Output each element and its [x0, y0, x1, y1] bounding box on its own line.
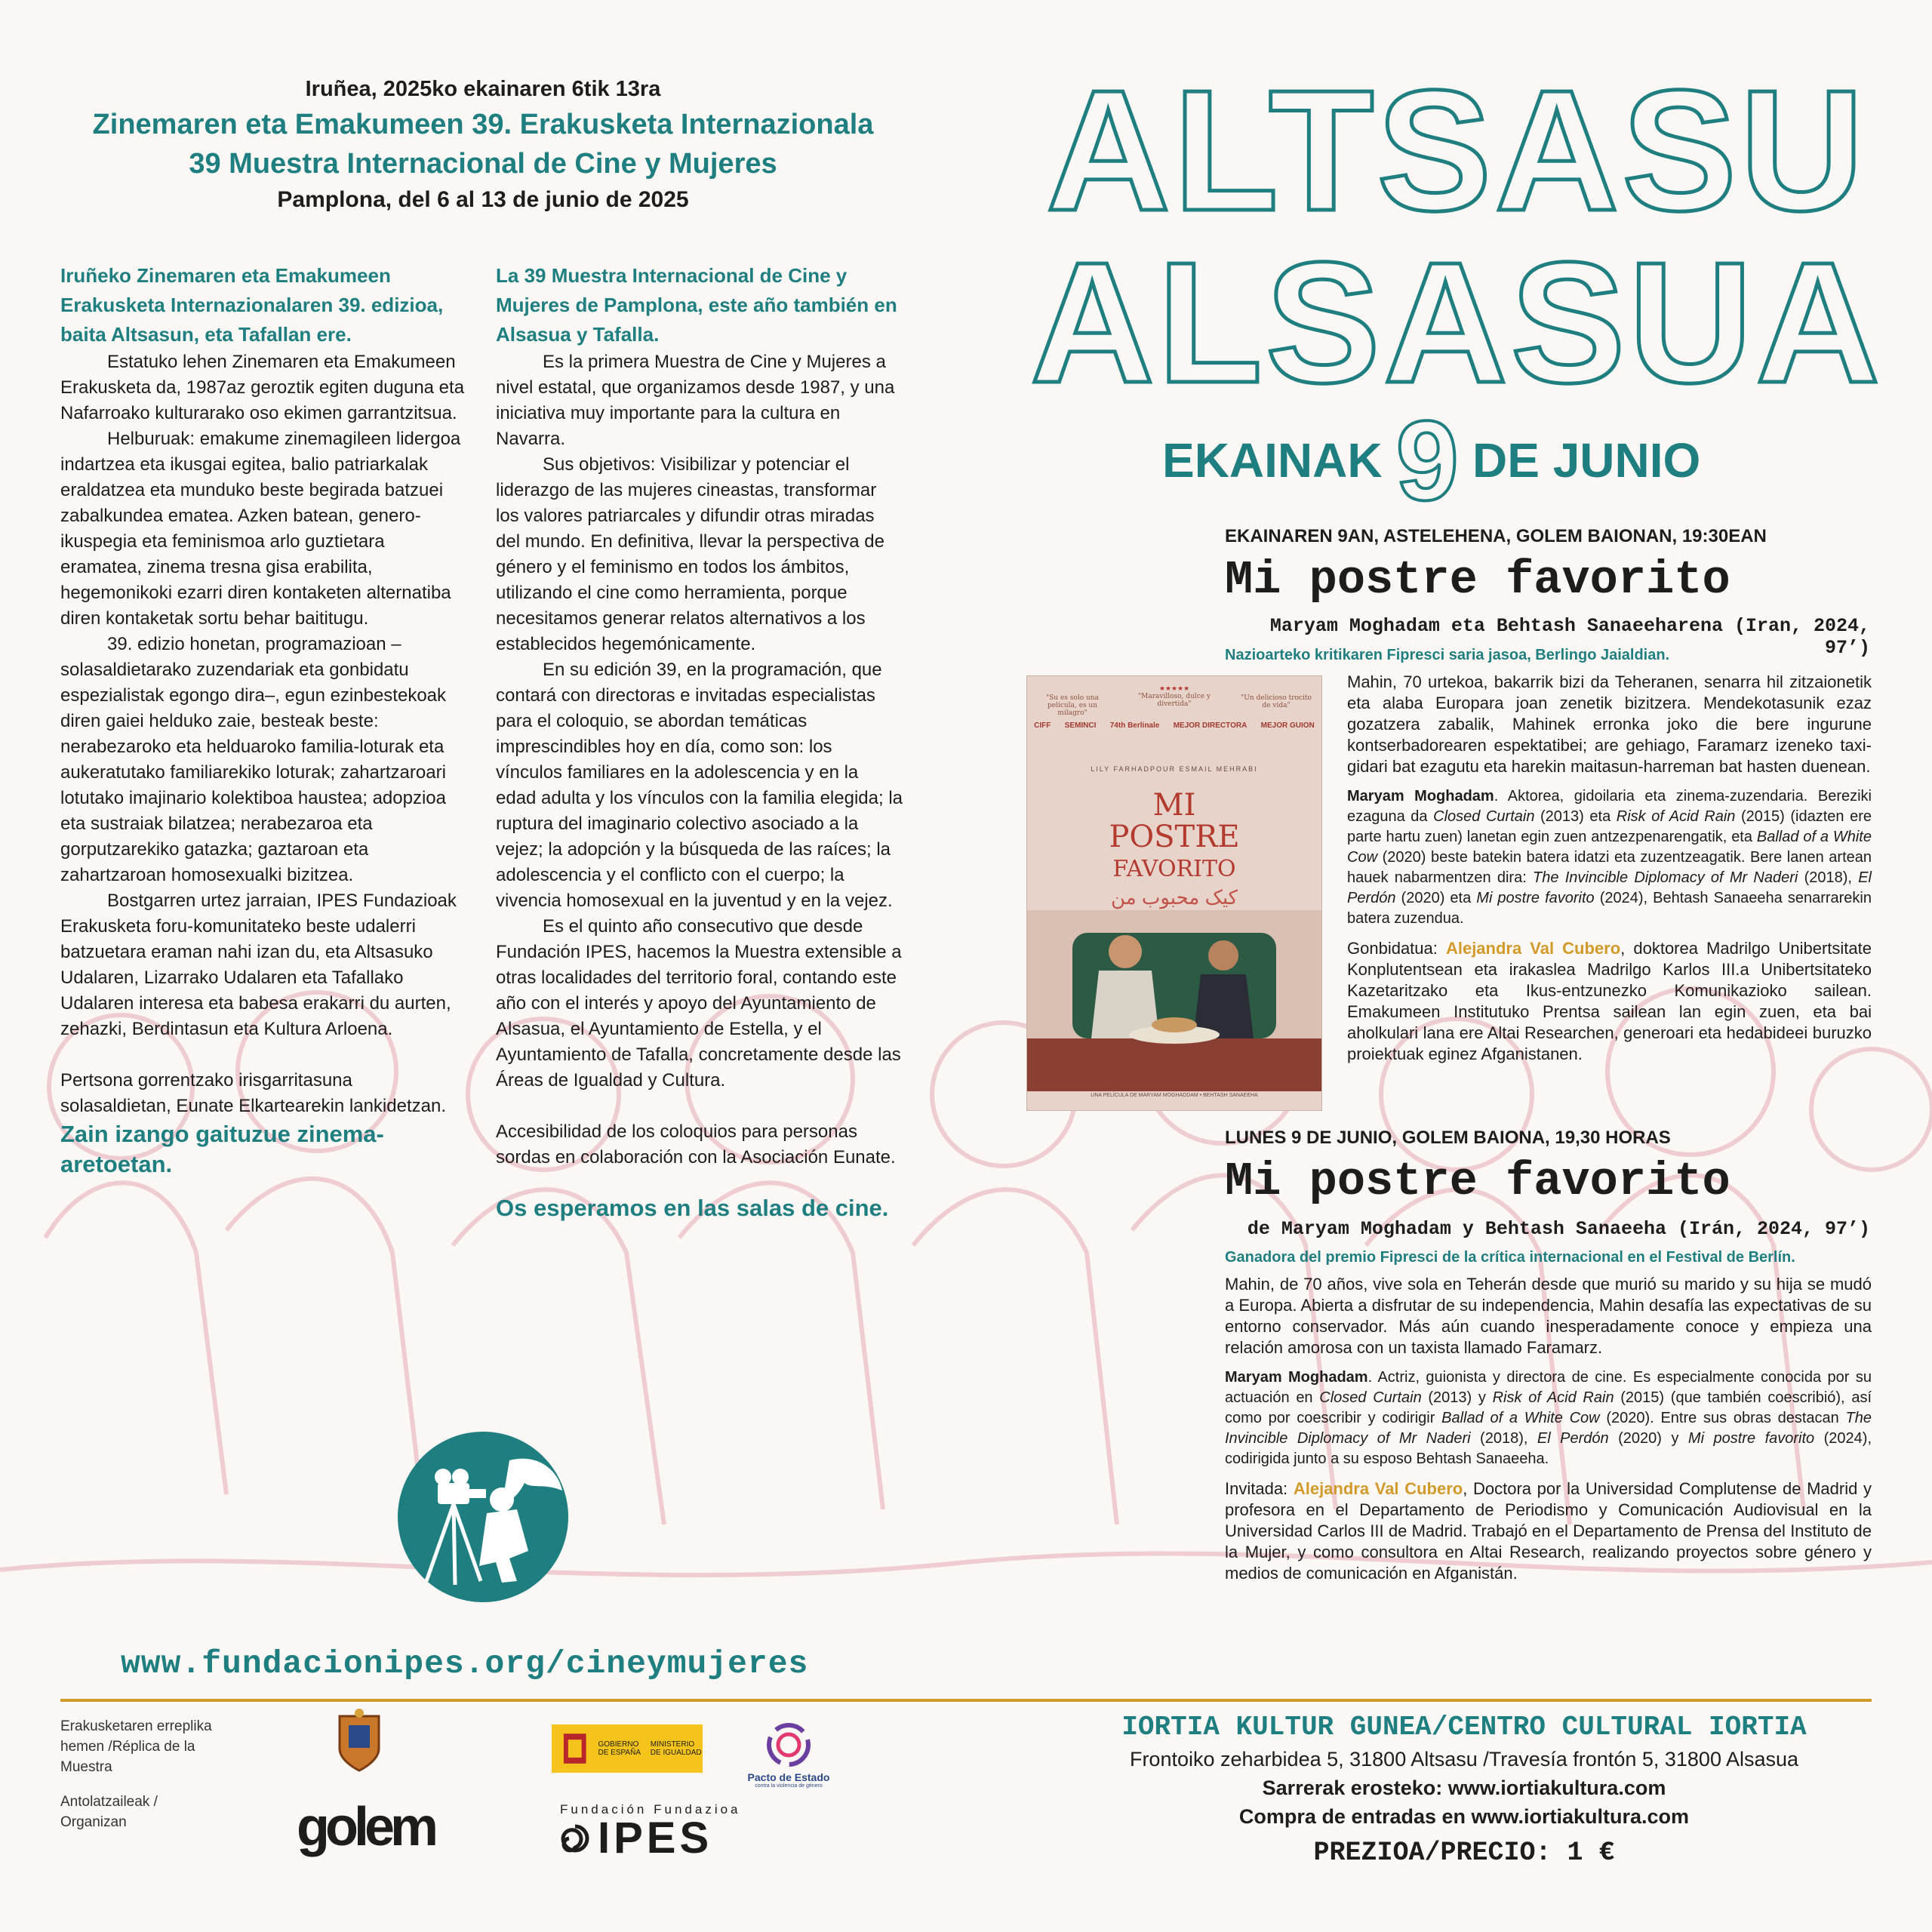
- column-eu-p4: Bostgarren urtez jarraian, IPES Fundazioak Erakusketa foru-komunitateko beste udalerri batzuetara eraman nahi izan du, eta Altsasuko Udalaren, Lizarrako Udalaren eta Tafallako Udalaren interesa eta babesa erakarri du aurten, zehazki, Berdintasun eta Kultura Arloena.: [60, 891, 457, 1039]
- poster-quote-1: "Su es solo una película, es un milagro": [1046, 694, 1099, 717]
- guest-name: Alejandra Val Cubero: [1293, 1479, 1463, 1498]
- poster-title: MI POSTRE: [1109, 788, 1240, 854]
- poster-actors: LILY FARHADPOUR ESMAIL MEHRABI: [1091, 765, 1258, 773]
- spain-shield-icon: [558, 1727, 592, 1770]
- date-banner-es: DE JUNIO: [1472, 433, 1701, 488]
- header-date-es: Pamplona, del 6 al 13 de junio de 2025: [277, 187, 689, 212]
- column-es-p2: Sus objetivos: Visibilizar y potenciar el liderazgo de las mujeres cineastas, transformar los valores patriarcales y difundir otras miradas del mundo. En definitiva, llevar la perspectiva de género y el feminismo en todos los ámbitos, utilizando el cine como herramienta, porque necesitamos generar relatos alternativos a los establecidos hegemónicamente.: [496, 454, 884, 654]
- column-eu: [60, 261, 468, 1180]
- poster-title-arabic: کیک محبوب من: [1110, 886, 1238, 909]
- event-es-body: [1225, 1274, 1872, 1593]
- organizers-label: Antolatzaileak / Organizan: [60, 1794, 158, 1830]
- column-eu-lead: Iruñeko Zinemaren eta Emakumeen Erakusketa Internazionalaren 39. edizioa, baita Altsasun, eta Tafallan ere.: [60, 264, 444, 346]
- poster-title-3: FAVORITO: [1112, 856, 1236, 882]
- event-eu-bio: Maryam Moghadam. Aktorea, gidoilaria eta zinema-zuzendaria. Bereziki ezaguna da Closed Curtain (2013) eta Risk of Acid Rain (2015) (idazten ere parte hartu zuen) lanetan egin zuen antzezpenarengatik, eta Ballad of a White Cow (2020) beste batekin batera idatzi eta zuzentzeagatik. Bere lanen artean hauek nabarmentzen dira: The Invincible Diplomacy of Mr Naderi (2018), El Perdón (2020) eta Mi postre favorito (2024), Behtash Sanaeeha senarrarekin batera zuzendua.: [1347, 788, 1872, 927]
- event-es-directors: de Maryam Moghadam y Behtash Sanaeeha (Irán, 2024, 97’): [1247, 1218, 1870, 1240]
- column-es-access: Accesibilidad de los coloquios para personas sordas en colaboración con la Asociación Eunate.: [496, 1121, 896, 1168]
- film-poster: [1026, 675, 1322, 1111]
- column-eu-p3: 39. edizio honetan, programazioan –solasaldietarako zuzendariak eta gonbidatu espezialistak egongo dira–, egun ezinbestekoak diren gaiei helduko zaie, besteak beste: nerabezaroko eta helduaroko familia-loturak eta aukeratutako familiarekiko loturak; zahartzaroari lotutako imajinario kolektiboa haustea; adopzioa eta sustraiak bilatzea; nerabezaroa eta gorputzarekiko gatazka; gaztaroan eta zahartzaroan homosexualki bizitzea.: [60, 634, 447, 885]
- header-date-eu: Iruñea, 2025ko ekainaren 6tik 13ra: [305, 77, 661, 101]
- event-eu-body: [1347, 672, 1872, 1074]
- tickets-es[interactable]: Compra de entradas en www.iortiakultura.com: [1238, 1805, 1690, 1828]
- event-es-header: LUNES 9 DE JUNIO, GOLEM BAIONA, 19,30 HORAS: [1225, 1128, 1671, 1148]
- venue-address: Frontoiko zeharbidea 5, 31800 Altsasu /Travesía frontón 5, 31800 Alsasua: [1129, 1748, 1799, 1770]
- event-es-guest: Invitada: Alejandra Val Cubero, Doctora por la Universidad Complutense de Madrid y profesora en el Departamento de Periodismo y Comunicación Audiovisual en la Universidad Carlos III de Madrid. Trabajó en el Departamento de Prensa del Instituto de la Mujer, y como consultora en Altai Research, realizando proyectos sobre género y medios de comunicación en Afganistán.: [1225, 1479, 1872, 1583]
- town-title-es: ALSASUA: [1029, 227, 1884, 419]
- event-es-bio: Maryam Moghadam. Actriz, guionista y directora de cine. Es especialmente conocida por su actuación en Closed Curtain (2013) y Risk of Acid Rain (2015) (que también coescribió), así como por coescribir y codirigir Ballad of a White Cow (2020). Entre sus obras destacan The Invincible Diplomacy of Mr Naderi (2018), El Perdón (2020) y Mi postre favorito (2024), codirigida junto a su esposo Behtash Sanaeeha.: [1225, 1369, 1872, 1467]
- event-es-synopsis: Mahin, de 70 años, vive sola en Teherán desde que murió su marido y su hija se mudó a Europa. Abierta a disfrutar de su independencia, Mahin desafía las expectativas de su entorno conservador. Más aún cuando inesperadamente conoce y empieza una relación amorosa con un taxista llamado Faramarz.: [1225, 1275, 1872, 1357]
- event-eu-synopsis: Mahin, 70 urtekoa, bakarrik bizi da Teheranen, senarra hil zitzaionetik eta alaba Europara joan zenetik bizitzera. Mendekotasunik ezaz gozatzera zabalik, Mahinek erronka joko die bere ingurune kontserbadorearen espektatibei; are gehiago, Faramarz izeneko taxi-gidari bat ezagutu eta harekin maitasun-harreman bat hasten duenean.: [1347, 672, 1872, 776]
- footer-divider: [60, 1699, 1872, 1702]
- event-eu-header: EKAINAREN 9AN, ASTELEHENA, GOLEM BAIONAN, 19:30EAN: [1225, 526, 1767, 546]
- column-es-closing: Os esperamos en las salas de cine.: [496, 1195, 889, 1221]
- ipes-subtitle: Fundación Fundazioa: [560, 1802, 741, 1817]
- poster-quote-3: "Un delicioso trocito de vida": [1241, 694, 1312, 709]
- column-es-p1: Es la primera Muestra de Cine y Mujeres a nivel estatal, que organizamos desde 1987, y una iniciativa muy importante para la cultura en Navarra.: [496, 352, 895, 449]
- poster-scene-image: [1027, 910, 1321, 1091]
- poster-quote-2: ★★★★★ "Maravilloso, dulce y divertida": [1137, 685, 1211, 708]
- guest-name: Alejandra Val Cubero: [1445, 939, 1621, 958]
- ipes-spiral-icon: [560, 1823, 590, 1854]
- event-es-title: Mi postre favorito: [1225, 1155, 1730, 1208]
- replica-label: Erakusketaren erreplika hemen /Réplica de la Muestra: [60, 1718, 212, 1775]
- header-title-eu: Zinemaren eta Emakumeen 39. Erakusketa Internazionala: [92, 109, 874, 140]
- event-eu-title: Mi postre favorito: [1225, 553, 1730, 607]
- bio-name: Maryam Moghadam: [1225, 1369, 1368, 1386]
- pacto-de-estado-logo: Pacto de Estado contra la violencia de género: [740, 1721, 838, 1789]
- column-eu-p2: Helburuak: emakume zinemagileen lidergoa indartzea eta ikusgai egitea, balio patriarkalak eraldatzea eta munduko beste begirada batzuei zabalkundea ematea. Azken batean, genero-ikuspegia eta feminismoa arlo guztietara eramatea, zinema tresna gisa erabilita, hegemonikoki ezarri diren kontaketen alternatiba diren kontaketak sortu behar baititugu.: [60, 429, 461, 629]
- date-banner-day: 9: [1395, 397, 1459, 524]
- column-eu-access: Pertsona gorrentzako irisgarritasuna solasaldietan, Eunate Elkartearekin lankidetzan.: [60, 1070, 446, 1116]
- website-link[interactable]: www.fundacionipes.org/cineymujeres: [121, 1645, 809, 1682]
- date-banner: [1162, 397, 1701, 524]
- camerawoman-logo-icon: [396, 1430, 570, 1604]
- poster-laurels: CIFF SEMINCI 74th Berlinale MEJOR DIRECTORA MEJOR GUION: [1034, 721, 1315, 730]
- ticket-price: PREZIOA/PRECIO: 1 €: [1313, 1838, 1615, 1868]
- town-title-eu: ALTSASU: [1046, 55, 1867, 247]
- column-es-p3: En su edición 39, en la programación, que contará con directoras e invitadas especialistas para el coloquio, se abordan temáticas imprescindibles hoy en día, como son: los vínculos familiares en la adolescencia y en la edad adulta y los vínculos con la familia elegida; la ruptura del imaginario colectivo asociado a la vejez; la adopción y la búsqueda de las raíces; la adolescencia y el conflicto con el cuerpo; la vivencia homosexual en la juventud y en la vejez.: [496, 660, 903, 911]
- event-eu-directors: Maryam Moghadam eta Behtash Sanaeeharena (Iran, 2024, 97’): [1269, 615, 1870, 659]
- date-banner-eu: EKAINAK: [1162, 433, 1383, 488]
- altsasu-coat-of-arms-icon: [332, 1707, 386, 1775]
- event-es-award: Ganadora del premio Fipresci de la crítica internacional en el Festival de Berlín.: [1225, 1249, 1795, 1266]
- column-es-p4: Es el quinto año consecutivo que desde Fundación IPES, hacemos la Muestra extensible a otras localidades del territorio foral, contando este año con el interés y apoyo del Ayuntamiento de Alsasua, el Ayuntamiento de Estella, y el Ayuntamiento de Tafalla, concretamente desde las Áreas de Igualdad y Cultura.: [496, 916, 902, 1091]
- column-eu-p1: Estatuko lehen Zinemaren eta Emakumeen Erakusketa da, 1987az geroztik egiten duguna eta Nafarroako kulturarako oso ekimen garrantzitsua.: [60, 352, 465, 423]
- venue-name: IORTIA KULTUR GUNEA/CENTRO CULTURAL IORTIA: [1121, 1712, 1807, 1743]
- event-eu-award: Nazioarteko kritikaren Fipresci saria jasoa, Berlingo Jaialdian.: [1225, 647, 1670, 663]
- tickets-eu[interactable]: Sarrerak erosteko: www.iortiakultura.com: [1262, 1777, 1666, 1799]
- column-eu-closing: Zain izango gaituzue zinema-aretoetan.: [60, 1121, 384, 1177]
- event-eu-guest: Gonbidatua: Alejandra Val Cubero, doktorea Madrilgo Unibertsitate Konplutentsean eta irakaslea Madrilgo Karlos III.a Unibertsitateko Kazetaritzako eta Ikus-entzunezko Komunikazioko sailean. Emakumeen Institutuko Prentsa sailean lan egin zuen, eta bai aholkulari lana ere Altai Researchen, generoari eta hedabideei buruzko proiektuak eginez Afganistanen.: [1347, 939, 1872, 1063]
- poster-credits: UNA PELÍCULA DE MARYAM MOGHADDAM • BEHTASH SANAEEHA: [1091, 1093, 1258, 1098]
- header-title-es: 39 Muestra Internacional de Cine y Mujeres: [189, 148, 777, 180]
- column-es-lead: La 39 Muestra Internacional de Cine y Mujeres de Pamplona, este año también en Alsasua y Tafalla.: [496, 264, 897, 346]
- golem-logo: golem: [297, 1797, 435, 1857]
- pacto-ring-icon: [764, 1721, 813, 1769]
- gobierno-logo: GOBIERNO DE ESPAÑA MINISTERIO DE IGUALDAD: [552, 1724, 703, 1773]
- bio-name: Maryam Moghadam: [1347, 788, 1494, 804]
- column-es: [496, 261, 903, 1223]
- ipes-logo: IPES: [560, 1813, 712, 1863]
